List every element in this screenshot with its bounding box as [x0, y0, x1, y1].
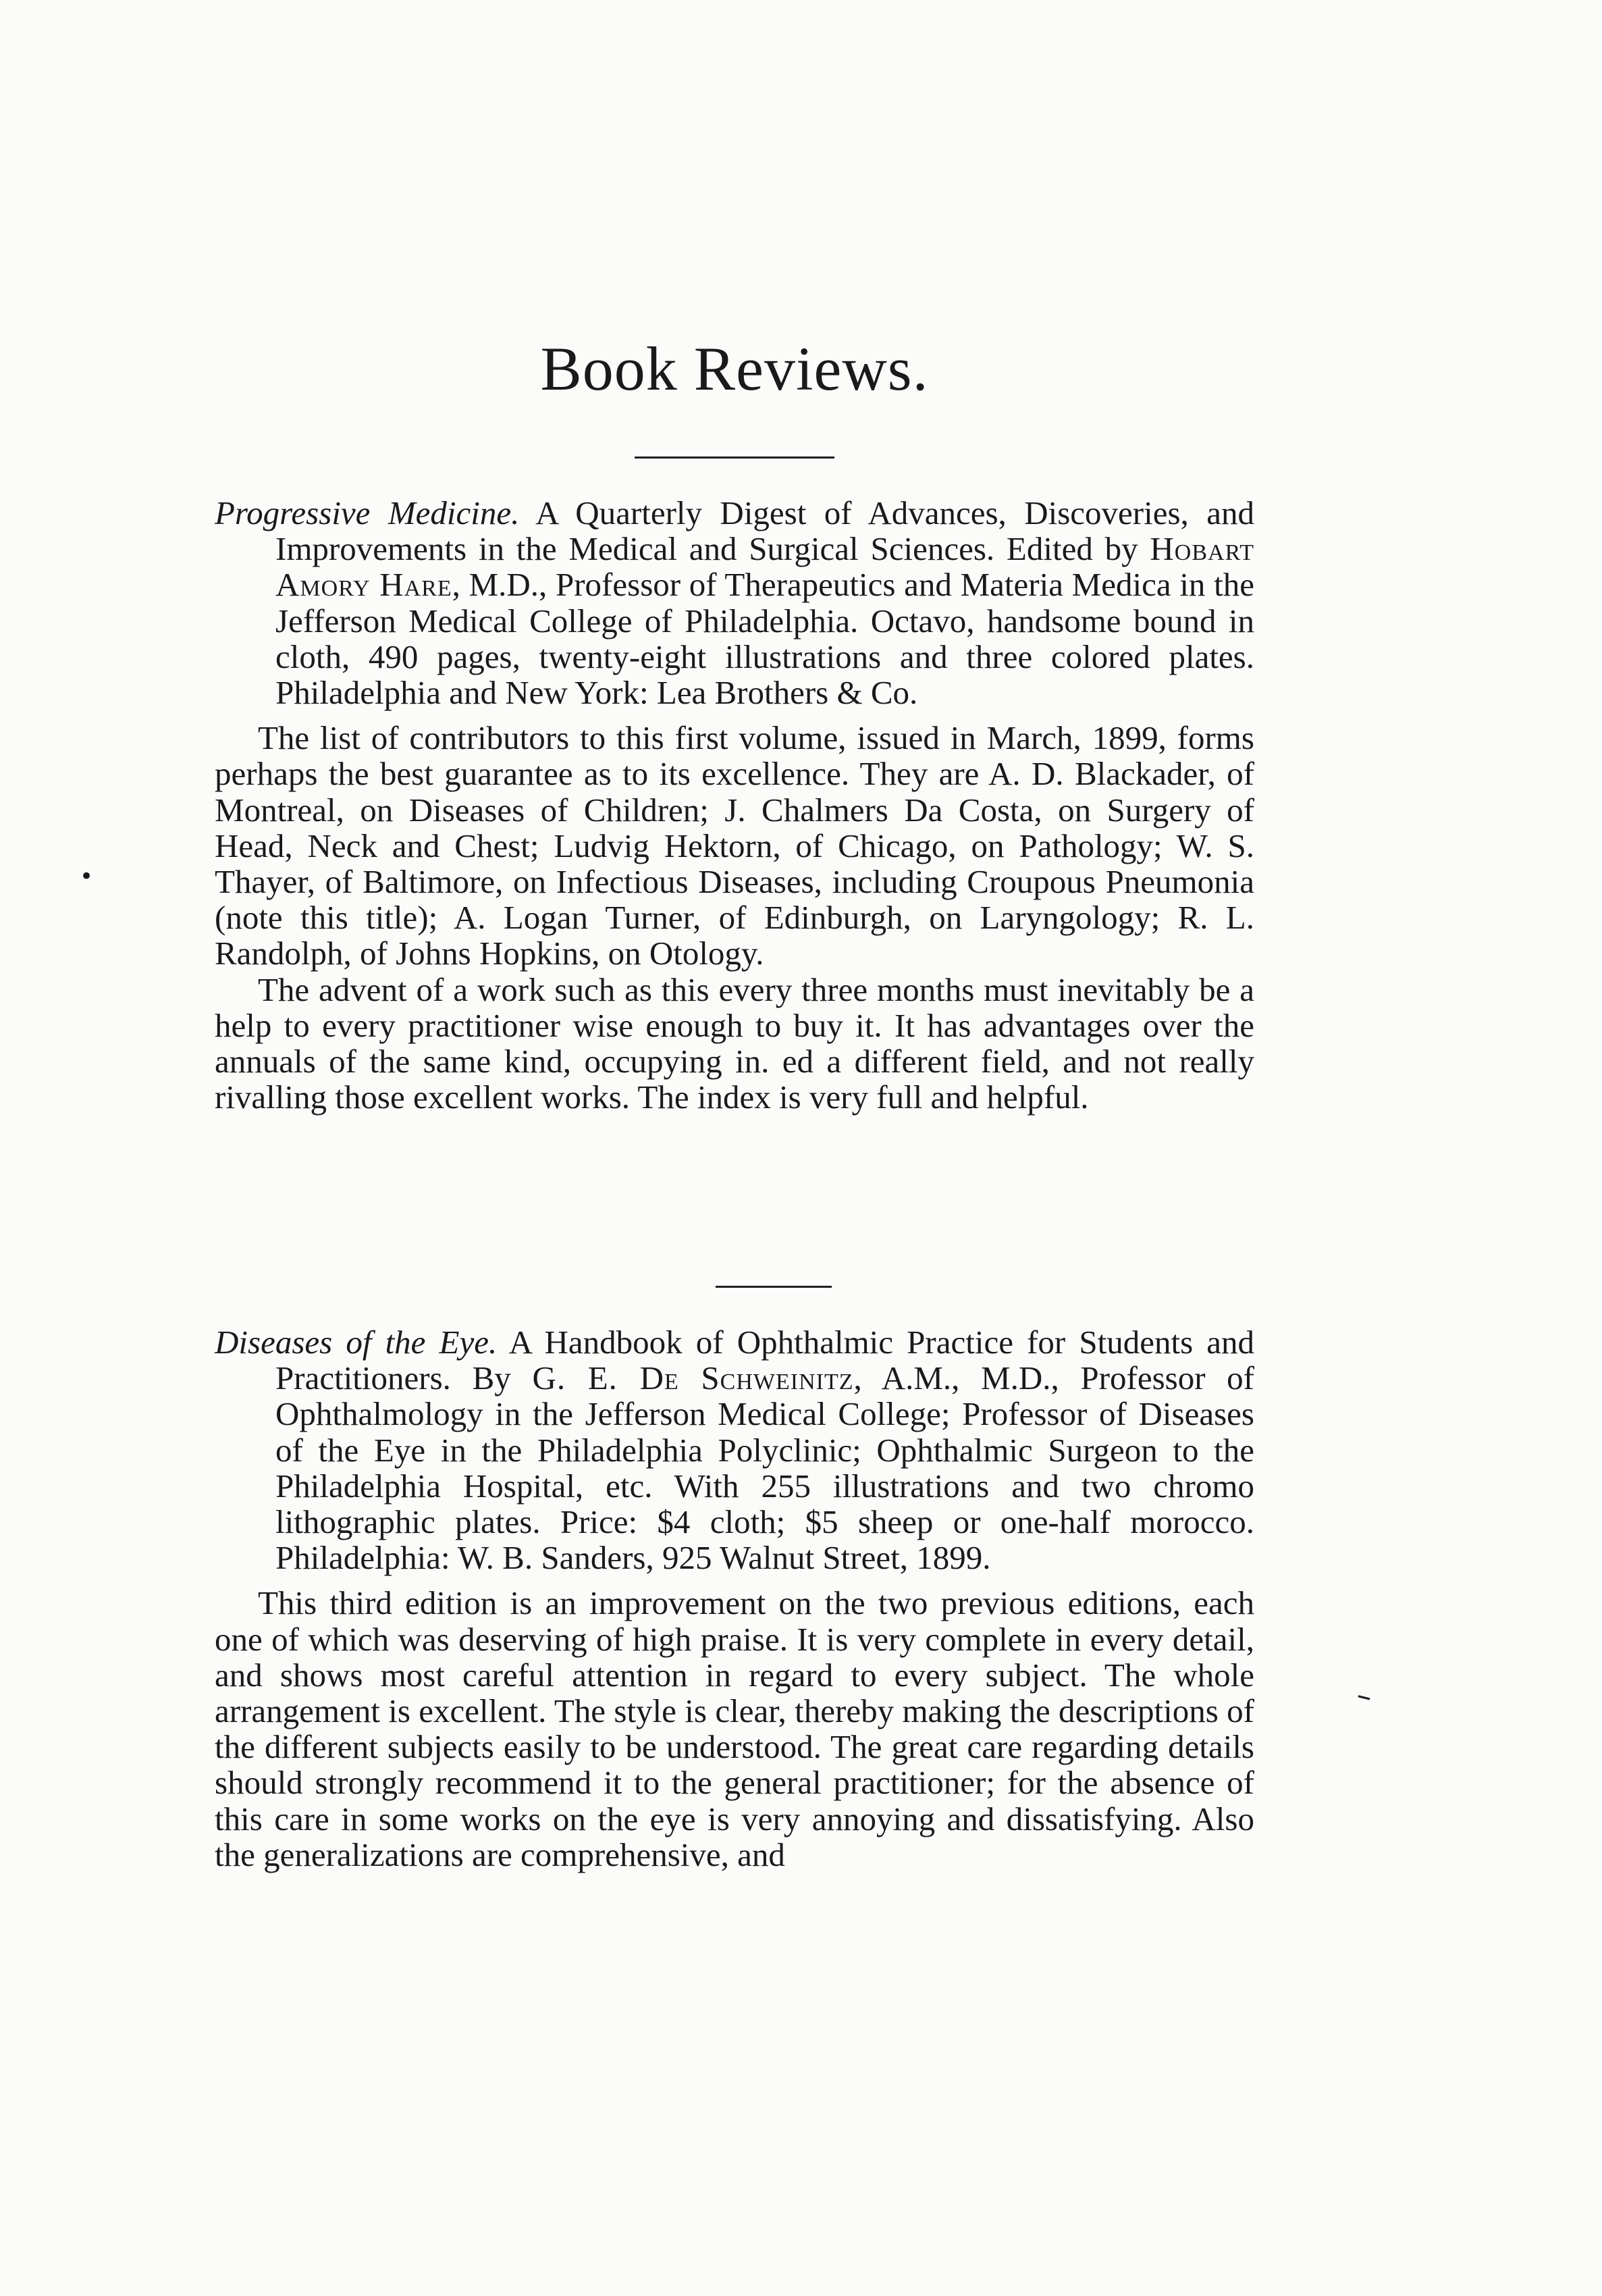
author-name: G. E. De Schweinitz — [532, 1359, 854, 1397]
editor-name: Hobart Amory Hare — [275, 530, 1254, 604]
review-paragraph: The advent of a work such as this every three months must inevitably be a help to every practitioner wise enough to buy it. It has advantages over the annuals of the same kind, occupying in. ed a different field, and not really rivalling those excellent works. The index is very full and helpful. — [215, 970, 1254, 1116]
margin-dash-mark: – — [1353, 1677, 1376, 1715]
book-title: Progressive Medicine. — [215, 494, 520, 531]
review-citation — [215, 495, 1254, 710]
review-diseases-of-the-eye — [215, 1324, 1254, 1873]
page-heading: Book Reviews. — [540, 334, 929, 403]
citation-text: A Quarterly Digest of Advances, Discoveries, and Improvements in the Medical and Surgical Sciences. Edited by — [275, 494, 1254, 568]
citation-text: , A.M., M.D., Professor of Ophthalmology in the Jefferson Medical College; Professor of Diseases of the Eye in the Philadelphia Polyclinic; Ophthalmic Surgeon to the Philadelphia Hospital, etc. With 255 illustrations and two chromo lithographic plates. Price: $4 cloth; $5 sheep or one-half morocco. Philadelphia: W. B. Sanders, 925 Walnut Street, 1899. — [275, 1359, 1255, 1577]
citation-text: , M.D., Professor of Therapeutics and Materia Medica in the Jefferson Medical College of Philadelphia. Octavo, handsome bound in cloth, 490 pages, twenty-eight illustrations and three colored plates. Philadelphia and New York: Lea Brothers & Co. — [275, 566, 1254, 712]
review-paragraph: This third edition is an improvement on the two previous editions, each one of which was deserving of high praise. It is very complete in every detail, and shows most careful attention in regard to every subject. The whole arrangement is excellent. The style is clear, thereby making the descriptions of the different subjects easily to be understood. The great care regarding details should strongly recommend it to the general practitioner; for the absence of this care in some works on the eye is very annoying and dissatisfying. Also the generalizations are comprehensive, and — [215, 1584, 1254, 1873]
section-divider — [716, 1286, 832, 1288]
book-title: Diseases of the Eye. — [215, 1324, 498, 1361]
margin-dot-mark: • — [80, 863, 94, 890]
review-progressive-medicine — [215, 495, 1254, 1115]
heading-rule — [635, 456, 834, 459]
review-citation — [215, 1324, 1254, 1575]
review-paragraph: The list of contributors to this first volume, issued in March, 1899, forms perhaps the best guarantee as to its excellence. They are A. D. Blackader, of Montreal, on Diseases of Children; J. Chalmers Da Costa, on Surgery of Head, Neck and Chest; Ludvig Hektorn, of Chicago, on Pathology; W. S. Thayer, of Baltimore, on Infectious Diseases, including Croupous Pneumonia (note this title); A. Logan Turner, of Edinburgh, on Laryngology; R. L. Randolph, of Johns Hopkins, on Otology. — [215, 719, 1254, 972]
citation-text: A Handbook of Ophthalmic Practice for Students and Practitioners. By — [275, 1324, 1255, 1397]
